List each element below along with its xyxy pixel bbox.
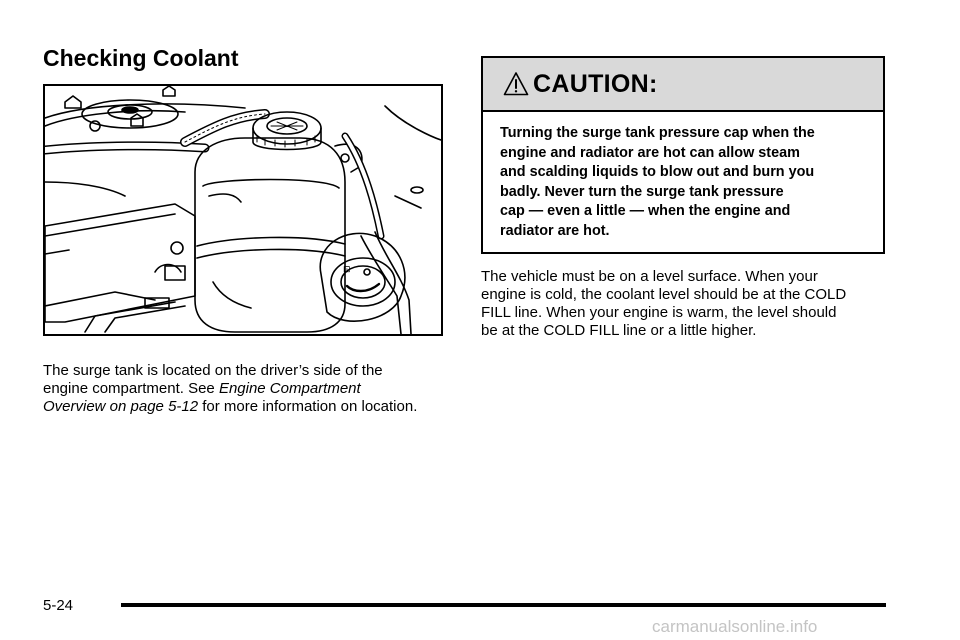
caution-line: engine and radiator are hot can allow steam xyxy=(500,144,800,161)
paragraph-line xyxy=(43,398,453,416)
footer-divider xyxy=(121,603,886,607)
paragraph-line: The vehicle must be on a level surface. When your xyxy=(481,268,818,285)
paragraph-line: engine is cold, the coolant level should be at the COLD xyxy=(481,286,847,303)
paragraph-line: FILL line. When your engine is warm, the level should xyxy=(481,304,837,321)
caution-line: and scalding liquids to blow out and burn you xyxy=(500,164,815,180)
coolant-level-paragraph xyxy=(481,268,901,340)
caution-text xyxy=(483,112,883,241)
caution-box xyxy=(481,56,885,254)
paragraph-line: be at the COLD FILL line or a little higher. xyxy=(481,322,757,339)
warning-triangle-icon xyxy=(503,71,529,97)
cross-reference-link[interactable]: Engine Compartment xyxy=(218,380,361,397)
paragraph-line: The surge tank is located on the driver’s side of the xyxy=(43,362,383,379)
surge-tank-location-paragraph xyxy=(43,362,453,416)
caution-line: badly. Never turn the surge tank pressure xyxy=(500,183,784,200)
caution-line: cap — even a little — when the engine and xyxy=(500,203,791,219)
coolant-surge-tank-figure xyxy=(43,84,443,336)
caution-line: radiator are hot. xyxy=(500,222,610,239)
svg-text:⊡: ⊡ xyxy=(343,265,351,275)
caution-line: Turning the surge tank pressure cap when the xyxy=(500,125,815,141)
section-title: Checking Coolant xyxy=(43,45,239,71)
caution-title: CAUTION: xyxy=(533,69,658,98)
paragraph-text: engine compartment. See xyxy=(43,380,219,397)
paragraph-text: for more information on location. xyxy=(198,398,418,415)
page-number: 5-24 xyxy=(43,597,74,614)
paragraph-line xyxy=(43,380,453,398)
engine-compartment-illustration xyxy=(45,86,441,334)
watermark: carmanualsonline.info xyxy=(652,617,818,636)
cross-reference-link[interactable]: Overview on page 5-12 xyxy=(43,398,199,415)
caution-header xyxy=(483,58,883,112)
